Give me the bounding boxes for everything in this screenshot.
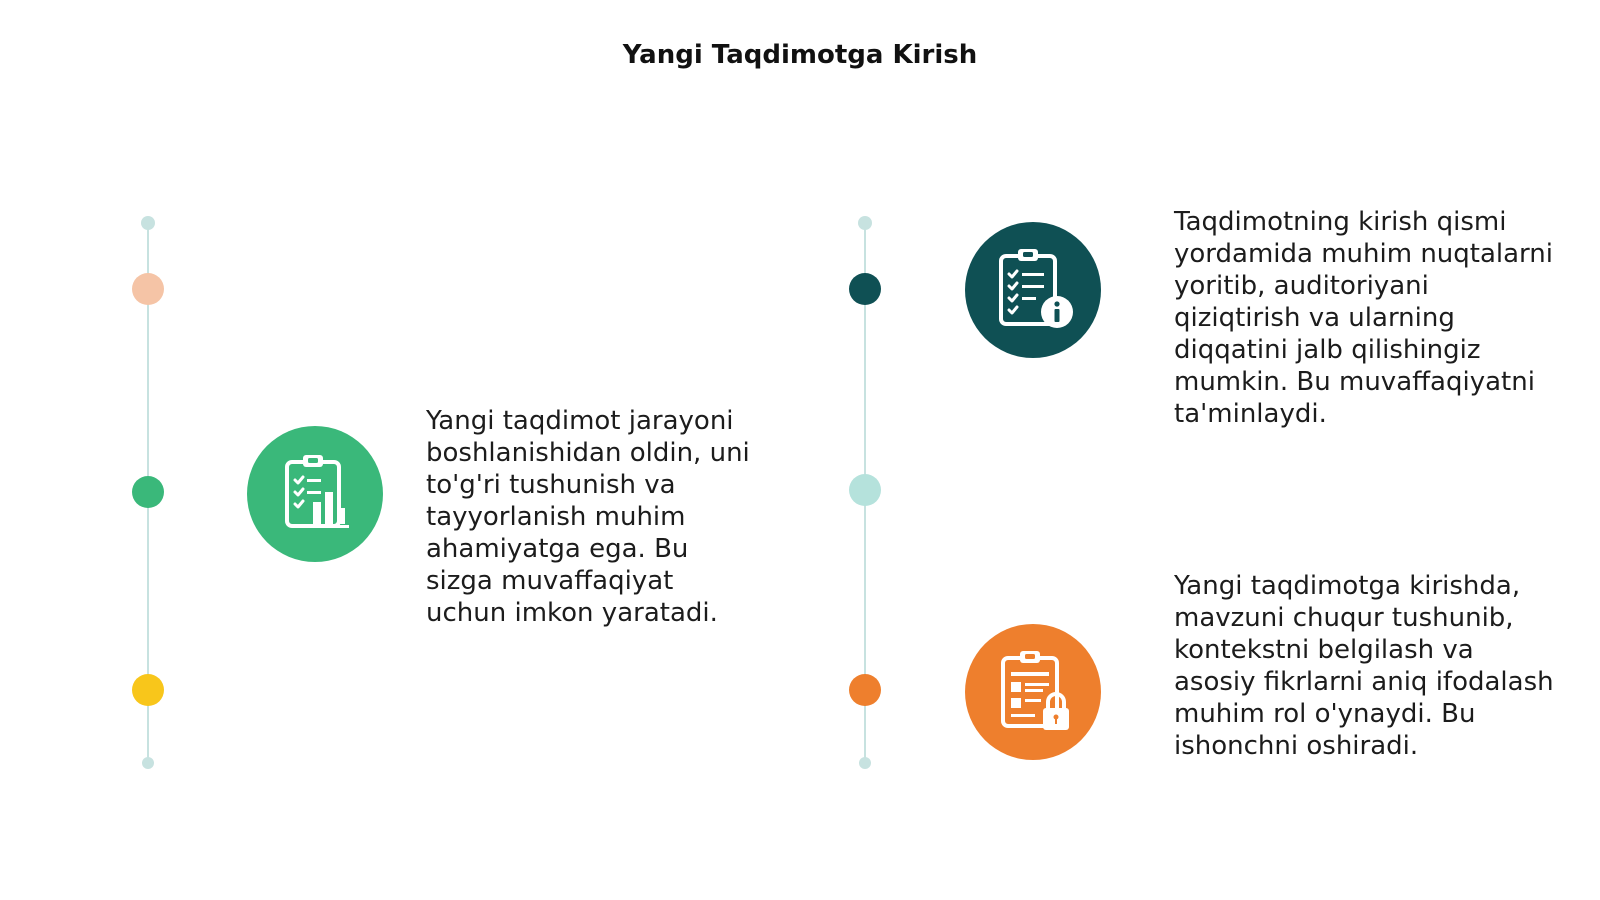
clipboard-chart-icon (247, 426, 383, 562)
clipboard-lock-icon (965, 624, 1101, 760)
item-2-text: Taqdimotning kirish qismi yordamida muhim nuqtalarni yoritib, auditoriyani qiziqtirish va ularning diqqatini jalb qilishingiz mumkin. Bu muvaffaqiyatni ta'minlaydi. (1174, 207, 1553, 429)
left-timeline-peach-dot (132, 273, 164, 305)
right-timeline-dark-teal-dot (849, 273, 881, 305)
left-timeline-end-dot-top (141, 216, 155, 230)
left-timeline-yellow-dot (132, 674, 164, 706)
left-timeline-end-dot-bottom (142, 757, 154, 769)
right-timeline-end-dot-bottom (859, 757, 871, 769)
right-timeline-light-teal-dot (849, 474, 881, 506)
item-3-text: Yangi taqdimotga kirishda, mavzuni chuqur tushunib, kontekstni belgilash va asosiy fikrlarni aniq ifodalash muhim rol o'ynaydi. Bu ishonchni oshiradi. (1174, 571, 1554, 761)
clipboard-info-icon (965, 222, 1101, 358)
item-1-text: Yangi taqdimot jarayoni boshlanishidan oldin, uni to'g'ri tushunish va tayyorlanish muhim ahamiyatga ega. Bu sizga muvaffaqiyat uchun imkon yaratadi. (426, 406, 750, 628)
left-timeline-green-dot (132, 476, 164, 508)
slide-title: Yangi Taqdimotga Kirish (622, 40, 978, 70)
right-timeline-end-dot-top (858, 216, 872, 230)
right-timeline-orange-dot (849, 674, 881, 706)
